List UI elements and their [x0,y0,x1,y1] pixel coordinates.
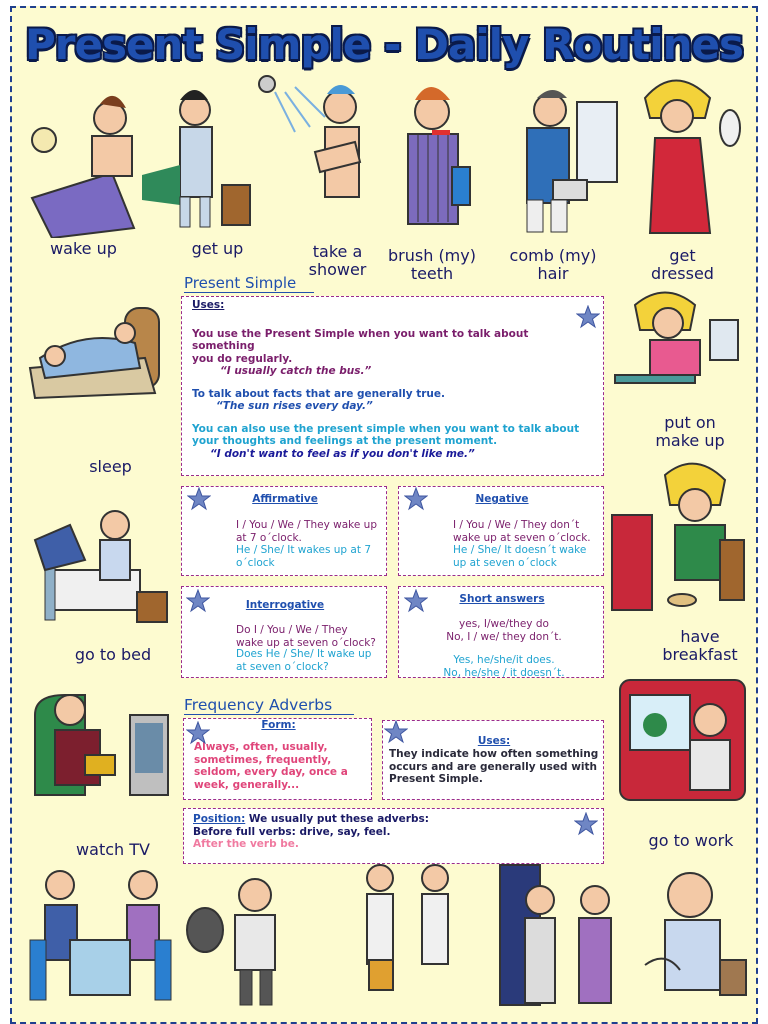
use3-line1: You can also use the present simple when you want to talk about [192,422,580,435]
watch-tv-illustration [25,675,175,825]
label-get-dressed-line2: dressed [651,264,714,283]
star-icon [187,487,211,511]
affirmative-line1 [236,519,377,544]
go-to-work-illustration [615,670,750,820]
get-dressed-illustration [625,68,750,238]
interrogative-line2a: Does He / She/ It wake up [236,648,372,660]
star-icon [576,305,600,329]
interrogative-line2 [236,648,371,673]
short-answers-line1b: No, I / we/ they don´t. [446,630,562,643]
position-box [183,808,604,864]
form-box [183,718,372,800]
position-text: We usually put these adverbs: [245,813,429,825]
short-answers-box [398,586,604,678]
negative-line2 [453,544,586,569]
star-icon [404,487,428,511]
affirmative-line2 [236,544,371,569]
form-text-line1: Always, often, usually, [194,741,328,753]
label-comb-hair [497,247,609,283]
short-answers-line2 [429,654,579,679]
interrogative-title: Interrogative [245,599,325,611]
frequency-uses-line3: Present Simple. [389,773,483,785]
label-comb-hair-line1: comb (my) [509,246,597,265]
label-get-dressed-line1: get [669,246,696,265]
interrogative-line2b: at seven o´clock? [236,660,329,673]
star-icon [404,589,428,613]
position-line3: After the verb be. [193,838,299,850]
form-text-line2: sometimes, frequently, [194,753,332,766]
uses-title: Uses: [192,299,225,311]
tired-man-illustration [635,860,755,1010]
label-comb-hair-line2: hair [537,264,569,283]
label-take-a-shower-line2: shower [308,260,367,279]
position-line2: Before full verbs: drive, say, feel. [193,825,391,838]
get-up-illustration [140,75,260,235]
label-put-on-make-up [640,414,740,450]
form-text-line4: week, generally... [194,778,300,791]
brush-teeth-illustration [380,72,500,237]
label-brush-teeth-line2: teeth [410,264,454,283]
label-have-breakfast [640,628,760,664]
negative-line2b: up at seven o´clock [453,556,557,569]
comb-hair-illustration [495,72,625,237]
label-wake-up: wake up [50,239,117,258]
star-icon [574,812,598,836]
frequency-uses-line1: They indicate how often something [389,748,599,760]
frequency-uses-line2: occurs and are generally used with [389,760,598,773]
form-text-line3: seldom, every day, once a [194,766,348,778]
wake-up-illustration [22,78,142,238]
dinner-illustration [25,860,175,1010]
short-answers-line2a: Yes, he/she/it does. [453,654,555,666]
use1-line1: You use the Present Simple when you want to talk about something [192,327,529,352]
label-go-to-work: go to work [648,831,734,850]
frequency-uses-title: Uses: [477,735,511,747]
have-breakfast-illustration [610,460,750,620]
put-on-make-up-illustration [610,285,750,405]
label-put-on-make-up-line2: make up [655,431,725,450]
use2-example: “The sun rises every day.” [216,400,373,412]
affirmative-line1b: at 7 o´clock. [236,531,302,544]
short-answers-line1a: yes, I/we/they do [459,618,549,630]
label-have-breakfast-line2: breakfast [662,645,738,664]
label-take-a-shower-line1: take a [312,242,363,261]
label-get-up: get up [191,239,244,258]
negative-line2a: He / She/ It doesn´t wake [453,544,587,556]
negative-box [398,486,604,576]
form-title: Form: [261,719,296,731]
affirmative-box [181,486,387,576]
interrogative-line1a: Do I / You / We / They [236,624,348,636]
shower-illustration [255,72,375,232]
label-watch-tv: watch TV [76,840,150,859]
form-text [194,741,348,791]
label-have-breakfast-line1: have [680,627,720,646]
go-to-bed-illustration [25,500,175,625]
barbecue-illustration [185,860,335,1010]
short-answers-line1 [429,618,579,643]
label-brush-teeth-line1: brush (my) [388,246,476,265]
sleep-illustration [25,298,165,418]
frequency-adverbs-heading: Frequency Adverbs [184,696,354,715]
frequency-uses-text [389,748,598,786]
frequency-uses-box [382,720,604,800]
negative-line1 [453,519,591,544]
label-sleep: sleep [89,457,132,476]
label-get-dressed [630,247,735,283]
negative-title: Negative [475,493,529,505]
go-home-illustration [345,860,495,1010]
present-simple-heading: Present Simple [184,274,314,293]
page-title: Present Simple - Daily Routines [24,20,744,69]
affirmative-line2b: o´clock [236,556,275,569]
short-answers-title: Short answers [459,593,545,605]
alarm-clock-icon [32,128,56,152]
interrogative-box [181,586,387,678]
affirmative-line1a: I / You / We / They wake up [236,519,377,531]
present-simple-uses-box [181,296,604,476]
use1-line2: you do regularly. [192,352,293,365]
label-go-to-bed: go to bed [74,645,152,664]
negative-line1a: I / You / We / They don´t [453,519,580,531]
affirmative-line2a: He / She/ It wakes up at 7 [236,544,371,556]
interrogative-line1b: wake up at seven o´clock? [236,636,376,649]
position-line1 [193,813,594,826]
star-icon [186,589,210,613]
star-icon [384,720,408,744]
position-title: Position: [193,813,246,825]
use3-example: “I don't want to feel as if you don't like me.” [210,447,475,460]
label-brush-teeth [376,247,488,283]
use1-example: “I usually catch the bus.” [220,365,372,377]
use3-line2: your thoughts and feelings at the present moment. [192,435,498,447]
label-put-on-make-up-line1: put on [664,413,716,432]
short-answers-line2b: No, he/she / it doesn´t. [443,666,565,679]
affirmative-title: Affirmative [252,493,318,505]
use2-line: To talk about facts that are generally true. [192,387,446,400]
negative-line1b: wake up at seven o´clock. [453,531,591,544]
star-icon [186,721,210,745]
interrogative-line1 [236,624,376,649]
couple-door-illustration [495,860,635,1010]
